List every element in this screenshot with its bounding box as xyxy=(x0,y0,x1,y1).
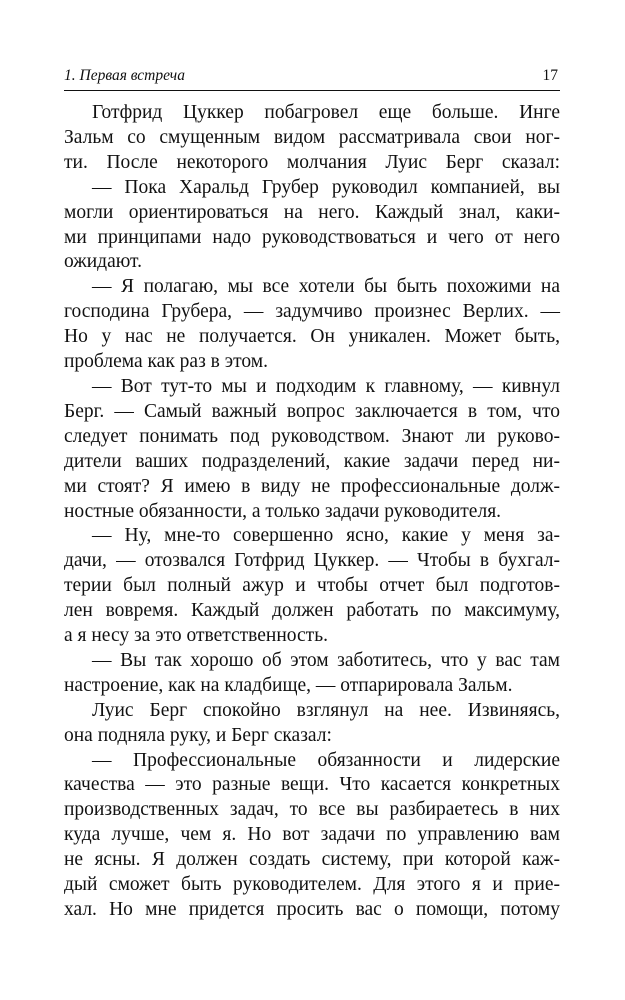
text-line: Но у нас не получается. Он уникален. Может быть, xyxy=(64,326,560,348)
paragraph xyxy=(64,375,560,524)
text-line: — Я полагаю, мы все хотели бы быть похожими на xyxy=(92,276,560,298)
text-line: терии был полный ажур и чтобы отчет был подготов- xyxy=(64,575,560,597)
text-line: — Вот тут-то мы и подходим к главному, — кивнул xyxy=(92,375,560,397)
text-line: настроение, как на кладбище, — отпарировала Зальм. xyxy=(64,674,513,696)
text-line: господина Грубера, — задумчиво произнес Верлих. — xyxy=(64,301,560,323)
text-line: — Ну, мне-то совершенно ясно, какие у меня за- xyxy=(92,525,560,547)
body-text xyxy=(64,101,560,923)
paragraph xyxy=(64,699,560,749)
text-line: проблема как раз в этом. xyxy=(64,351,268,373)
text-line: Луис Берг спокойно взглянул на нее. Извиняясь, xyxy=(92,699,560,721)
text-line: ти. После некоторого молчания Луис Берг сказал: xyxy=(64,151,560,173)
text-line: — Вы так хорошо об этом заботитесь, что у вас там xyxy=(92,649,560,671)
text-line: Берг. — Самый важный вопрос заключается в том, что xyxy=(64,400,560,422)
paragraph xyxy=(64,101,560,176)
paragraph xyxy=(64,275,560,375)
text-line: дый сможет быть руководителем. Для этого я и прие- xyxy=(64,874,560,896)
text-line: а я несу за это ответственность. xyxy=(64,625,328,647)
text-line: лен вовремя. Каждый должен работать по максимуму, xyxy=(64,600,560,622)
running-head xyxy=(64,66,560,91)
text-line: Зальм со смущенным видом рассматривала свои ног- xyxy=(64,126,560,148)
text-line: ожидают. xyxy=(64,251,142,273)
text-line: качества — это разные вещи. Что касается конкретных xyxy=(64,774,560,796)
paragraph xyxy=(64,749,560,923)
text-line: могли ориентироваться на него. Каждый знал, каки- xyxy=(64,201,560,223)
text-line: Готфрид Цуккер побагровел еще больше. Инге xyxy=(92,102,560,123)
text-line: ностные обязанности, а только задачи руководителя. xyxy=(64,500,502,522)
paragraph xyxy=(64,176,560,276)
text-line: следует понимать под руководством. Знают ли руково- xyxy=(64,425,560,447)
text-line: — Профессиональные обязанности и лидерские xyxy=(92,749,560,771)
text-line: не ясны. Я должен создать систему, при которой каж- xyxy=(64,849,560,871)
chapter-title: 1. Первая встреча xyxy=(64,67,185,84)
text-line: производственных задач, то все вы разбираетесь в них xyxy=(64,799,560,821)
text-line: ми стоят? Я имею в виду не профессиональные долж- xyxy=(64,475,560,497)
text-line: ми принципами надо руководствоваться и чего от него xyxy=(64,226,560,248)
text-line: она подняла руку, и Берг сказал: xyxy=(64,724,332,746)
page-number: 17 xyxy=(542,67,558,84)
text-line: куда лучше, чем я. Но вот задачи по управлению вам xyxy=(64,824,560,846)
text-line: дители ваших подразделений, какие задачи перед ни- xyxy=(64,450,560,472)
book-page xyxy=(64,66,560,923)
paragraph xyxy=(64,649,560,699)
paragraph xyxy=(64,524,560,649)
text-line: хал. Но мне придется просить вас о помощи, потому xyxy=(64,899,560,920)
text-line: — Пока Харальд Грубер руководил компанией, вы xyxy=(92,176,560,198)
text-line: дачи, — отозвался Готфрид Цуккер. — Чтобы в бухгал- xyxy=(64,550,560,572)
